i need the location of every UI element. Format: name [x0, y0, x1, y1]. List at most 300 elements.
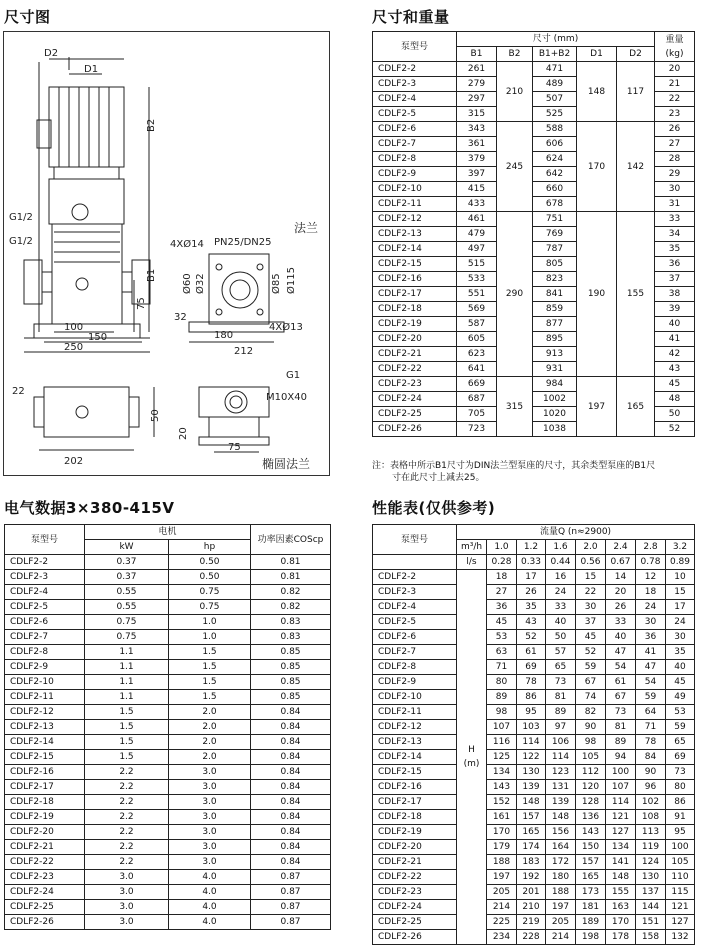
table-row	[5, 855, 331, 870]
cell-model: CDLF2-26	[5, 915, 85, 930]
cell-b1b2: 984	[533, 377, 577, 392]
cell-head: 50	[546, 630, 576, 645]
cell-b1: 641	[457, 362, 497, 377]
cell-model: CDLF2-25	[5, 900, 85, 915]
table-row	[373, 750, 695, 765]
cell-head: 86	[517, 690, 546, 705]
cell-hp: 4.0	[169, 870, 251, 885]
cell-kw: 1.5	[85, 705, 169, 720]
cell-head: 183	[517, 855, 546, 870]
cell-model: CDLF2-24	[373, 900, 457, 915]
cell-model: CDLF2-21	[373, 855, 457, 870]
cell-b1b2: 678	[533, 197, 577, 212]
cell-kw: 0.75	[85, 630, 169, 645]
cell-head: 61	[517, 645, 546, 660]
cell-pf: 0.84	[251, 765, 331, 780]
table-row	[373, 870, 695, 885]
cell-kw: 2.2	[85, 795, 169, 810]
cell-model: CDLF2-24	[373, 392, 457, 407]
cell-b1b2: 471	[533, 62, 577, 77]
cell-kw: 2.2	[85, 765, 169, 780]
table-row	[373, 720, 695, 735]
cell-head: 114	[517, 735, 546, 750]
cell-head: 86	[666, 795, 695, 810]
perf-unit-ls: l/s	[457, 555, 487, 570]
perf-flow-m3h: 1.2	[517, 540, 546, 555]
cell-model: CDLF2-26	[373, 930, 457, 945]
cell-kw: 1.5	[85, 750, 169, 765]
cell-weight: 35	[655, 242, 695, 257]
cell-head: 35	[666, 645, 695, 660]
cell-head: 47	[606, 645, 636, 660]
cell-model: CDLF2-5	[373, 107, 457, 122]
cell-kw: 0.37	[85, 555, 169, 570]
cell-head: 16	[546, 570, 576, 585]
label-d60: Ø60	[182, 273, 193, 294]
cell-head: 95	[517, 705, 546, 720]
table-row	[373, 930, 695, 945]
cell-head: 96	[636, 780, 666, 795]
cell-hp: 4.0	[169, 915, 251, 930]
cell-d1: 190	[577, 212, 617, 377]
cell-kw: 0.75	[85, 615, 169, 630]
label-75b: 75	[228, 442, 241, 453]
perf-flow-ls: 0.28	[487, 555, 517, 570]
table-row	[5, 615, 331, 630]
cell-b1: 361	[457, 137, 497, 152]
cell-head: 110	[666, 870, 695, 885]
cell-head: 165	[576, 870, 606, 885]
cell-model: CDLF2-18	[373, 810, 457, 825]
label-flange: 法兰	[294, 221, 319, 235]
cell-head: 78	[636, 735, 666, 750]
table-row	[373, 915, 695, 930]
table-row	[5, 705, 331, 720]
cell-head: 121	[606, 810, 636, 825]
cell-model: CDLF2-9	[5, 660, 85, 675]
cell-head: 65	[666, 735, 695, 750]
cell-weight: 33	[655, 212, 695, 227]
cell-kw: 1.1	[85, 690, 169, 705]
cell-b1: 497	[457, 242, 497, 257]
cell-head: 180	[546, 870, 576, 885]
cell-head: 225	[487, 915, 517, 930]
cell-pf: 0.82	[251, 585, 331, 600]
cell-head: 26	[606, 600, 636, 615]
cell-head: 189	[576, 915, 606, 930]
cell-b2: 315	[497, 377, 533, 437]
table-row	[5, 735, 331, 750]
cell-hp: 1.5	[169, 690, 251, 705]
cell-pf: 0.84	[251, 810, 331, 825]
cell-head: 112	[576, 765, 606, 780]
cell-head: 69	[666, 750, 695, 765]
cell-head: 73	[606, 705, 636, 720]
cell-head: 15	[666, 585, 695, 600]
cell-head: 98	[576, 735, 606, 750]
cell-head: 130	[636, 870, 666, 885]
label-b2: B2	[146, 118, 157, 132]
label-250: 250	[64, 342, 84, 353]
table-row	[373, 660, 695, 675]
label-oval-flange: 椭圆法兰	[262, 457, 311, 471]
cell-model: CDLF2-2	[5, 555, 85, 570]
dims-col-size: 尺寸 (mm)	[457, 32, 655, 47]
table-row	[5, 825, 331, 840]
cell-head: 114	[606, 795, 636, 810]
label-180: 180	[214, 330, 234, 341]
cell-head: 181	[576, 900, 606, 915]
cell-head: 97	[546, 720, 576, 735]
cell-weight: 29	[655, 167, 695, 182]
perf-flow-m3h: 1.0	[487, 540, 517, 555]
table-row	[5, 555, 331, 570]
cell-head: 18	[636, 585, 666, 600]
table-row	[373, 765, 695, 780]
cell-b1b2: 895	[533, 332, 577, 347]
cell-pf: 0.87	[251, 900, 331, 915]
cell-head: 163	[606, 900, 636, 915]
cell-head: 71	[636, 720, 666, 735]
cell-hp: 1.5	[169, 660, 251, 675]
cell-head: 59	[636, 690, 666, 705]
table-row	[5, 870, 331, 885]
cell-pf: 0.84	[251, 705, 331, 720]
cell-hp: 0.50	[169, 555, 251, 570]
dimension-drawing	[3, 31, 330, 476]
cell-head: 12	[636, 570, 666, 585]
elec-col-pf: 功率因素COScp	[251, 525, 331, 555]
cell-hp: 4.0	[169, 885, 251, 900]
cell-b1: 723	[457, 422, 497, 437]
table-row	[373, 570, 695, 585]
cell-hp: 3.0	[169, 795, 251, 810]
cell-b1: 533	[457, 272, 497, 287]
cell-head: 179	[487, 840, 517, 855]
cell-head: 152	[487, 795, 517, 810]
table-row	[373, 675, 695, 690]
elec-col-hp: hp	[169, 540, 251, 555]
cell-head: 205	[487, 885, 517, 900]
cell-d1: 170	[577, 122, 617, 212]
cell-hp: 3.0	[169, 840, 251, 855]
cell-pf: 0.87	[251, 915, 331, 930]
cell-b2: 210	[497, 62, 533, 122]
cell-model: CDLF2-4	[5, 585, 85, 600]
table-row	[5, 570, 331, 585]
cell-model: CDLF2-19	[5, 810, 85, 825]
cell-b1: 669	[457, 377, 497, 392]
cell-head: 84	[636, 750, 666, 765]
cell-b1b2: 660	[533, 182, 577, 197]
cell-head: 90	[636, 765, 666, 780]
cell-pf: 0.81	[251, 570, 331, 585]
cell-b1b2: 507	[533, 92, 577, 107]
cell-model: CDLF2-16	[373, 780, 457, 795]
cell-pf: 0.84	[251, 795, 331, 810]
cell-head: 52	[517, 630, 546, 645]
cell-d2: 117	[617, 62, 655, 122]
cell-head: 36	[487, 600, 517, 615]
cell-head: 45	[666, 675, 695, 690]
table-row	[5, 690, 331, 705]
cell-head: 80	[487, 675, 517, 690]
cell-model: CDLF2-18	[373, 302, 457, 317]
cell-head: 80	[666, 780, 695, 795]
cell-weight: 45	[655, 377, 695, 392]
cell-b1: 261	[457, 62, 497, 77]
cell-weight: 37	[655, 272, 695, 287]
cell-kw: 3.0	[85, 900, 169, 915]
cell-hp: 2.0	[169, 705, 251, 720]
cell-head: 54	[636, 675, 666, 690]
cell-head: 67	[576, 675, 606, 690]
cell-head: 54	[606, 660, 636, 675]
cell-head: 170	[606, 915, 636, 930]
label-d115: Ø115	[286, 267, 297, 294]
perf-flow-m3h: 2.8	[636, 540, 666, 555]
perf-flow-m3h: 2.4	[606, 540, 636, 555]
perf-flow-ls: 0.44	[546, 555, 576, 570]
cell-weight: 41	[655, 332, 695, 347]
cell-head: 26	[517, 585, 546, 600]
cell-pf: 0.87	[251, 885, 331, 900]
cell-model: CDLF2-11	[5, 690, 85, 705]
cell-head: 134	[606, 840, 636, 855]
elec-col-model: 泵型号	[5, 525, 85, 555]
cell-model: CDLF2-4	[373, 600, 457, 615]
cell-model: CDLF2-6	[373, 122, 457, 137]
cell-model: CDLF2-17	[373, 287, 457, 302]
label-212: 212	[234, 346, 254, 357]
cell-head: 18	[487, 570, 517, 585]
cell-pf: 0.84	[251, 840, 331, 855]
cell-head: 155	[606, 885, 636, 900]
cell-head: 121	[666, 900, 695, 915]
cell-head: 165	[517, 825, 546, 840]
cell-model: CDLF2-22	[373, 362, 457, 377]
label-d85: Ø85	[271, 273, 282, 294]
cell-b1b2: 751	[533, 212, 577, 227]
cell-model: CDLF2-15	[5, 750, 85, 765]
cell-head: 139	[546, 795, 576, 810]
cell-kw: 1.1	[85, 675, 169, 690]
cell-pf: 0.85	[251, 660, 331, 675]
cell-model: CDLF2-21	[373, 347, 457, 362]
cell-head: 151	[636, 915, 666, 930]
cell-model: CDLF2-10	[5, 675, 85, 690]
cell-head: 45	[487, 615, 517, 630]
cell-head: 173	[576, 885, 606, 900]
cell-b1b2: 841	[533, 287, 577, 302]
cell-pf: 0.84	[251, 855, 331, 870]
table-row	[5, 795, 331, 810]
cell-head: 198	[576, 930, 606, 945]
cell-b1: 297	[457, 92, 497, 107]
cell-pf: 0.84	[251, 720, 331, 735]
cell-b1b2: 525	[533, 107, 577, 122]
cell-weight: 27	[655, 137, 695, 152]
cell-hp: 1.0	[169, 615, 251, 630]
cell-head: 172	[546, 855, 576, 870]
table-row	[373, 62, 695, 77]
cell-b1: 605	[457, 332, 497, 347]
cell-hp: 3.0	[169, 810, 251, 825]
cell-pf: 0.83	[251, 615, 331, 630]
cell-b1: 415	[457, 182, 497, 197]
cell-pf: 0.82	[251, 600, 331, 615]
cell-head: 74	[576, 690, 606, 705]
cell-kw: 2.2	[85, 825, 169, 840]
cell-head: 17	[517, 570, 546, 585]
dims-col-weight: 重量 (kg)	[655, 32, 695, 62]
cell-head: 100	[666, 840, 695, 855]
cell-head: 205	[546, 915, 576, 930]
table-row	[5, 885, 331, 900]
cell-head: 64	[636, 705, 666, 720]
label-b1: B1	[146, 268, 157, 282]
cell-model: CDLF2-5	[373, 615, 457, 630]
elec-col-motor: 电机	[85, 525, 251, 540]
dims-table	[372, 31, 695, 437]
table-row	[373, 122, 695, 137]
dims-heading: 尺寸和重量	[372, 8, 450, 26]
drawing-heading: 尺寸图	[4, 8, 51, 26]
label-100: 100	[64, 322, 84, 333]
cell-b1: 687	[457, 392, 497, 407]
cell-head: 30	[666, 630, 695, 645]
cell-model: CDLF2-18	[5, 795, 85, 810]
cell-kw: 0.55	[85, 585, 169, 600]
cell-weight: 50	[655, 407, 695, 422]
cell-weight: 40	[655, 317, 695, 332]
cell-head: 148	[517, 795, 546, 810]
cell-head: 148	[606, 870, 636, 885]
cell-model: CDLF2-14	[5, 735, 85, 750]
cell-hp: 1.5	[169, 645, 251, 660]
cell-head: 174	[517, 840, 546, 855]
cell-model: CDLF2-13	[373, 227, 457, 242]
cell-head: 36	[636, 630, 666, 645]
dims-col-b1: B1	[457, 47, 497, 62]
cell-b1b2: 606	[533, 137, 577, 152]
cell-head: 65	[546, 660, 576, 675]
cell-model: CDLF2-6	[373, 630, 457, 645]
table-row	[373, 645, 695, 660]
cell-head: 128	[576, 795, 606, 810]
cell-model: CDLF2-12	[5, 705, 85, 720]
cell-head: 201	[517, 885, 546, 900]
cell-head: 17	[666, 600, 695, 615]
perf-col-model: 泵型号	[373, 525, 457, 555]
cell-head: 141	[606, 855, 636, 870]
cell-model: CDLF2-23	[373, 885, 457, 900]
cell-b1b2: 859	[533, 302, 577, 317]
cell-head: 27	[487, 585, 517, 600]
cell-head: 41	[636, 645, 666, 660]
cell-hp: 3.0	[169, 765, 251, 780]
cell-head: 63	[487, 645, 517, 660]
cell-head: 107	[487, 720, 517, 735]
cell-kw: 1.1	[85, 660, 169, 675]
base-top-view	[34, 387, 154, 450]
perf-flow-ls: 0.78	[636, 555, 666, 570]
cell-head: 73	[546, 675, 576, 690]
cell-head: 192	[517, 870, 546, 885]
cell-head: 157	[576, 855, 606, 870]
cell-b1: 705	[457, 407, 497, 422]
cell-head: 49	[666, 690, 695, 705]
cell-model: CDLF2-22	[373, 870, 457, 885]
cell-b1b2: 642	[533, 167, 577, 182]
cell-d2: 155	[617, 212, 655, 377]
cell-model: CDLF2-13	[5, 720, 85, 735]
cell-head: 47	[636, 660, 666, 675]
cell-model: CDLF2-8	[373, 660, 457, 675]
cell-model: CDLF2-23	[373, 377, 457, 392]
cell-head: 132	[666, 930, 695, 945]
elec-col-kw: kW	[85, 540, 169, 555]
cell-b1: 397	[457, 167, 497, 182]
cell-model: CDLF2-17	[5, 780, 85, 795]
cell-weight: 34	[655, 227, 695, 242]
cell-head: 35	[517, 600, 546, 615]
table-row	[5, 750, 331, 765]
cell-b1b2: 787	[533, 242, 577, 257]
label-50: 50	[150, 409, 161, 422]
cell-kw: 1.5	[85, 735, 169, 750]
cell-head: 158	[636, 930, 666, 945]
cell-head: 71	[487, 660, 517, 675]
table-row	[373, 885, 695, 900]
table-row	[373, 900, 695, 915]
cell-head: 43	[517, 615, 546, 630]
cell-kw: 1.5	[85, 720, 169, 735]
cell-b1b2: 1002	[533, 392, 577, 407]
cell-head: 157	[517, 810, 546, 825]
cell-weight: 21	[655, 77, 695, 92]
cell-model: CDLF2-14	[373, 242, 457, 257]
cell-model: CDLF2-26	[373, 422, 457, 437]
cell-head: 89	[487, 690, 517, 705]
cell-head: 116	[487, 735, 517, 750]
cell-model: CDLF2-7	[373, 645, 457, 660]
cell-head: 15	[576, 570, 606, 585]
cell-head: 124	[636, 855, 666, 870]
table-row	[5, 900, 331, 915]
cell-b1b2: 588	[533, 122, 577, 137]
cell-weight: 48	[655, 392, 695, 407]
cell-head: 30	[636, 615, 666, 630]
label-g-top: G1/2	[9, 212, 33, 223]
cell-model: CDLF2-12	[373, 212, 457, 227]
cell-model: CDLF2-7	[373, 137, 457, 152]
cell-head: 178	[606, 930, 636, 945]
table-row	[373, 630, 695, 645]
cell-head: 150	[576, 840, 606, 855]
elec-table	[4, 524, 331, 930]
label-g-mid: G1/2	[9, 236, 33, 247]
cell-weight: 43	[655, 362, 695, 377]
cell-head: 108	[636, 810, 666, 825]
cell-model: CDLF2-16	[5, 765, 85, 780]
cell-weight: 26	[655, 122, 695, 137]
label-202: 202	[64, 456, 84, 467]
cell-head: 53	[666, 705, 695, 720]
table-row	[373, 615, 695, 630]
cell-model: CDLF2-2	[373, 570, 457, 585]
cell-pf: 0.85	[251, 645, 331, 660]
